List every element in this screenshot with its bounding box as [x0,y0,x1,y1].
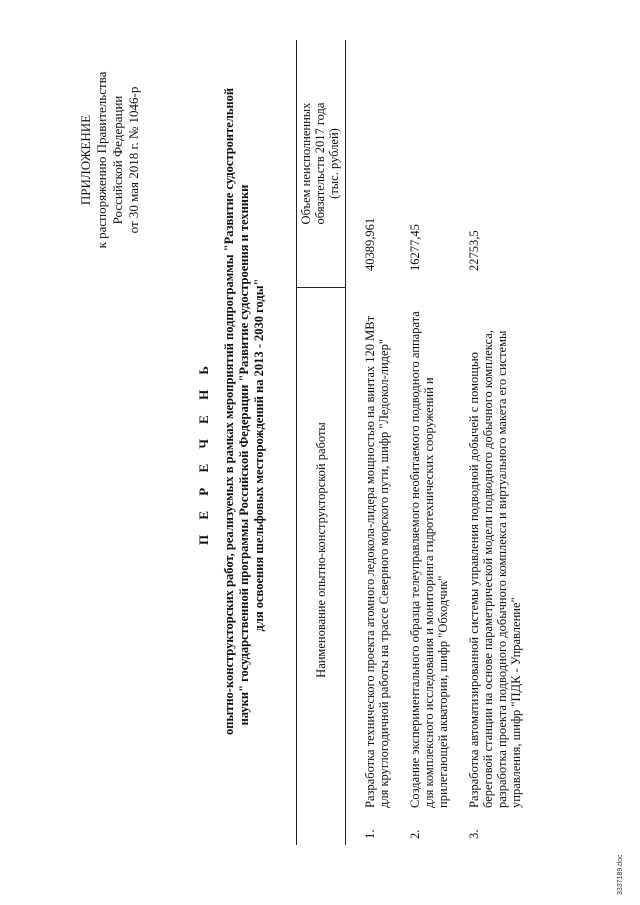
works-table [296,40,523,845]
table-row [408,40,450,845]
approval-line-2: Российской Федерации [110,95,125,225]
table-header [296,40,346,845]
header-volume-line-1: Объем неисполненных [299,102,313,225]
row-name-line: береговой станции на основе параметрической модели подводного добычного комплекса, [481,330,495,808]
row-name-line: управления, шифр "ПДК - Управление" [509,597,523,808]
document-title: П Е Р Е Ч Е Н Ь [196,359,211,546]
document-subtitle [222,87,267,735]
header-name-cell [297,287,345,812]
row-name-line: разработка проекта подводного добычного комплекса и виртуального макета его системы [495,330,509,808]
row-number: 1. [363,829,377,839]
approval-block [78,35,142,285]
row-name [408,288,450,812]
row-number: 2. [408,829,422,839]
row-name-line: Разработка технического проекта атомного ледокола-лидера мощностью на винтах 120 МВт [363,315,377,808]
header-name-label: Наименование опытно-конструкторской работы [313,422,328,678]
header-volume-cell [297,40,345,287]
row-name-line: прилегающей акватории, шифр "Обходчик" [436,575,450,808]
subtitle-line-3: для освоения шельфовых месторождений на 2013 - 2030 годы" [252,278,266,632]
approval-line-3: от 30 мая 2018 г. № 1046-р [126,86,141,234]
row-number: 3. [467,829,481,839]
header-volume-line-2: обязательств 2017 года [313,102,327,225]
document-file-code: 3337189.doc [617,854,624,895]
approval-title: ПРИЛОЖЕНИЕ [78,114,93,206]
table-row [363,40,391,845]
row-name-line: для круглогодичной работы на трассе Северного морского пути, шифр "Ледокол-лидер" [377,339,391,808]
row-volume: 22753,5 [467,230,481,271]
approval-line-1: к распоряжению Правительства [94,71,109,249]
table-row [467,40,523,845]
header-volume-line-3: (тыс. рублей) [327,128,341,199]
row-name-line: Создание экспериментального образца телеуправляемого необитаемого подводного аппарата [408,311,422,808]
subtitle-line-1: опытно-конструкторских работ, реализуемых в рамках мероприятий подпрограммы "Развитие судостроительной [222,87,236,735]
row-volume: 40389,961 [363,217,377,271]
row-name-line: Разработка автоматизированной системы управления подводной добычей с помощью [467,352,481,808]
row-name [467,288,523,812]
subtitle-line-2: науки" государственной программы Российской Федерации "Развитие судостроения и техники [237,184,251,726]
row-name [363,288,391,812]
row-volume: 16277,45 [408,224,422,271]
row-name-line: для комплексного исследования и мониторинга гидротехнических сооружений и [422,377,436,808]
header-number-cell [297,812,345,845]
